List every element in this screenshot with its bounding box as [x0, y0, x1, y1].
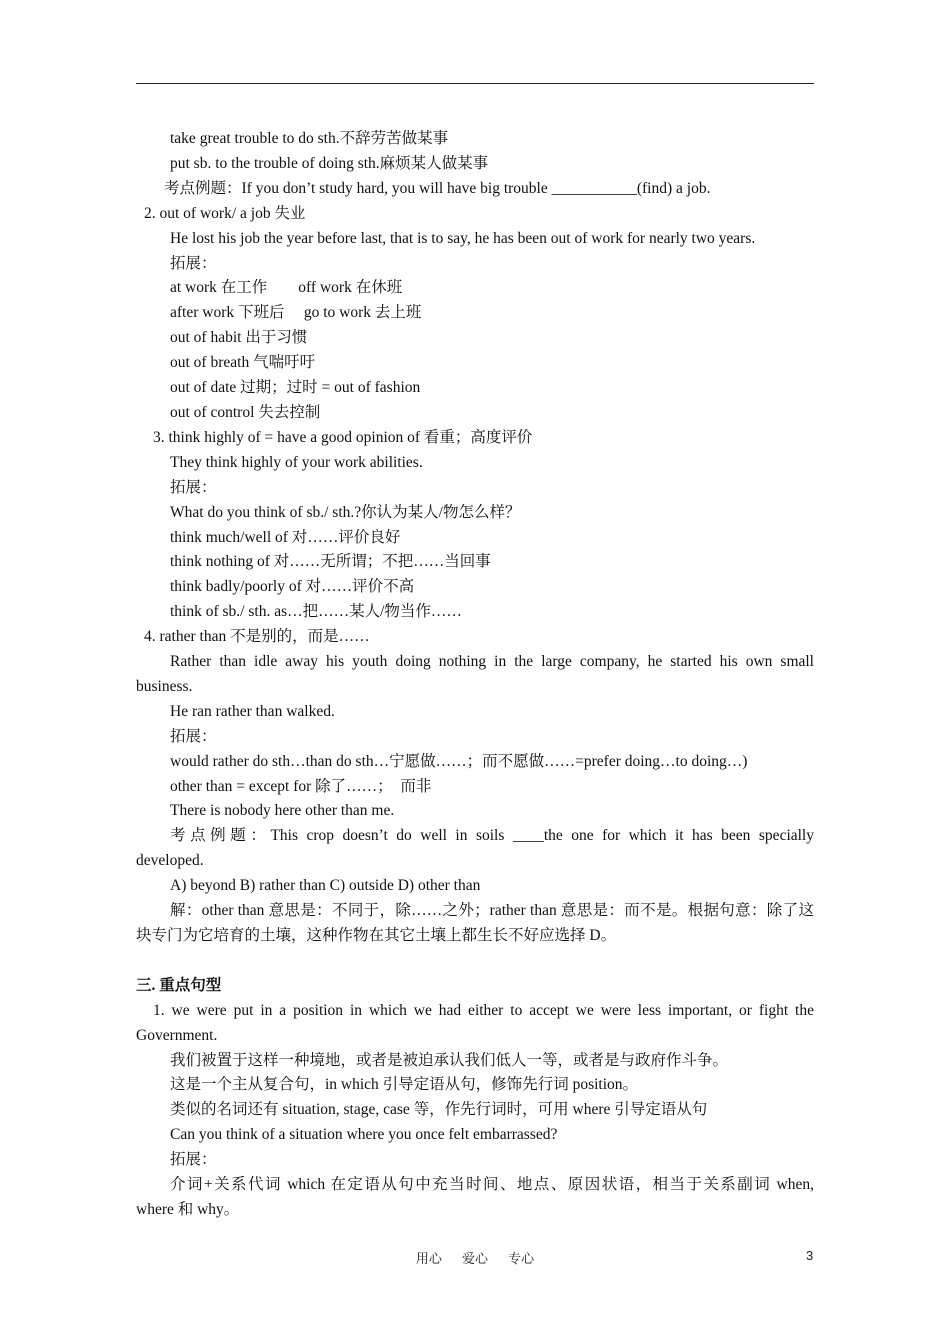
text-line: put sb. to the trouble of doing sth.麻烦某人做某事: [170, 154, 489, 172]
text-line: where 和 why。: [136, 1200, 240, 1218]
text-line: He lost his job the year before last, that is to say, he has been out of work for nearly two years.: [170, 229, 756, 247]
text-line: think badly/poorly of 对……评价不高: [170, 578, 415, 596]
text-line: Can you think of a situation where you once felt embarrassed?: [170, 1126, 558, 1144]
page-body: [136, 127, 814, 1223]
footer-word: 用心: [415, 1252, 442, 1267]
text-line: out of breath 气喘吁吁: [170, 354, 316, 372]
text-line: out of date 过期；过时 = out of fashion: [170, 379, 421, 397]
text-line: There is nobody here other than me.: [170, 802, 395, 820]
text-line: developed.: [136, 852, 204, 870]
text-line: 这是一个主从复合句，in which 引导定语从句，修饰先行词 position。: [170, 1076, 639, 1094]
text-line: at work 在工作 off work 在休班: [170, 279, 403, 297]
text-line: out of habit 出于习惯: [170, 329, 308, 347]
header-rule: [136, 83, 814, 84]
text-line: think much/well of 对……评价良好: [170, 528, 401, 546]
item-heading-2: 2. out of work/ a job 失业: [144, 204, 306, 222]
text-line: would rather do sth…than do sth…宁愿做……；而不愿做……=prefer doing…to doing…): [170, 752, 748, 770]
example-question: 考点例题：If you don’t study hard, you will have big trouble ___________(find) a job.: [164, 179, 711, 197]
text-line: 介词+关系代词 which 在定语从句中充当时间、地点、原因状语，相当于关系副词 when,: [170, 1176, 814, 1194]
text-line: out of control 失去控制: [170, 403, 321, 421]
sentence-pattern-1: 1. we were put in a position in which we had either to accept we were less important, or fight the: [153, 1001, 814, 1019]
text-line: after work 下班后 go to work 去上班: [170, 304, 422, 322]
extension-label: 拓展：: [170, 254, 217, 272]
text-line: business.: [136, 677, 193, 695]
text-line: 类似的名词还有 situation, stage, case 等，作先行词时，可用 where 引导定语从句: [170, 1101, 708, 1119]
extension-label: 拓展：: [170, 1151, 217, 1169]
footer-word: 专心: [508, 1252, 535, 1267]
text-line: What do you think of sb./ sth.?你认为某人/物怎么样？: [170, 503, 521, 521]
explanation: 解：other than 意思是：不同于，除……之外；rather than 意思是：而不是。根据句意：除了这: [170, 902, 814, 920]
extension-label: 拓展：: [170, 727, 217, 745]
text-line: think nothing of 对……无所谓；不把……当回事: [170, 553, 491, 571]
text-line: Government.: [136, 1026, 218, 1044]
section-heading: 三. 重点句型: [136, 976, 222, 994]
page-number: 3: [806, 1248, 814, 1263]
text-line: They think highly of your work abilities.: [170, 453, 423, 471]
text-line: 我们被置于这样一种境地，或者是被迫承认我们低人一等，或者是与政府作斗争。: [170, 1051, 729, 1069]
extension-label: 拓展：: [170, 478, 217, 496]
item-heading-4: 4. rather than 不是别的，而是……: [144, 628, 370, 646]
example-question: 考点例题：This crop doesn’t do well in soils ____the one for which it has been specially: [170, 827, 814, 845]
text-line: Rather than idle away his youth doing nothing in the large company, he started his own small: [170, 653, 814, 671]
text-line: take great trouble to do sth.不辞劳苦做某事: [170, 130, 449, 147]
text-line: think of sb./ sth. as…把……某人/物当作……: [170, 603, 462, 621]
answer-options: A) beyond B) rather than C) outside D) other than: [170, 877, 481, 895]
spacer: [136, 949, 814, 974]
explanation: 块专门为它培育的土壤，这种作物在其它土壤上都生长不好应选择 D。: [136, 927, 617, 944]
item-heading-3: 3. think highly of = have a good opinion of 看重；高度评价: [153, 428, 533, 446]
footer-word: 爱心: [461, 1252, 488, 1267]
text-line: He ran rather than walked.: [170, 702, 335, 720]
text-line: other than = except for 除了……； 而非: [170, 777, 432, 795]
